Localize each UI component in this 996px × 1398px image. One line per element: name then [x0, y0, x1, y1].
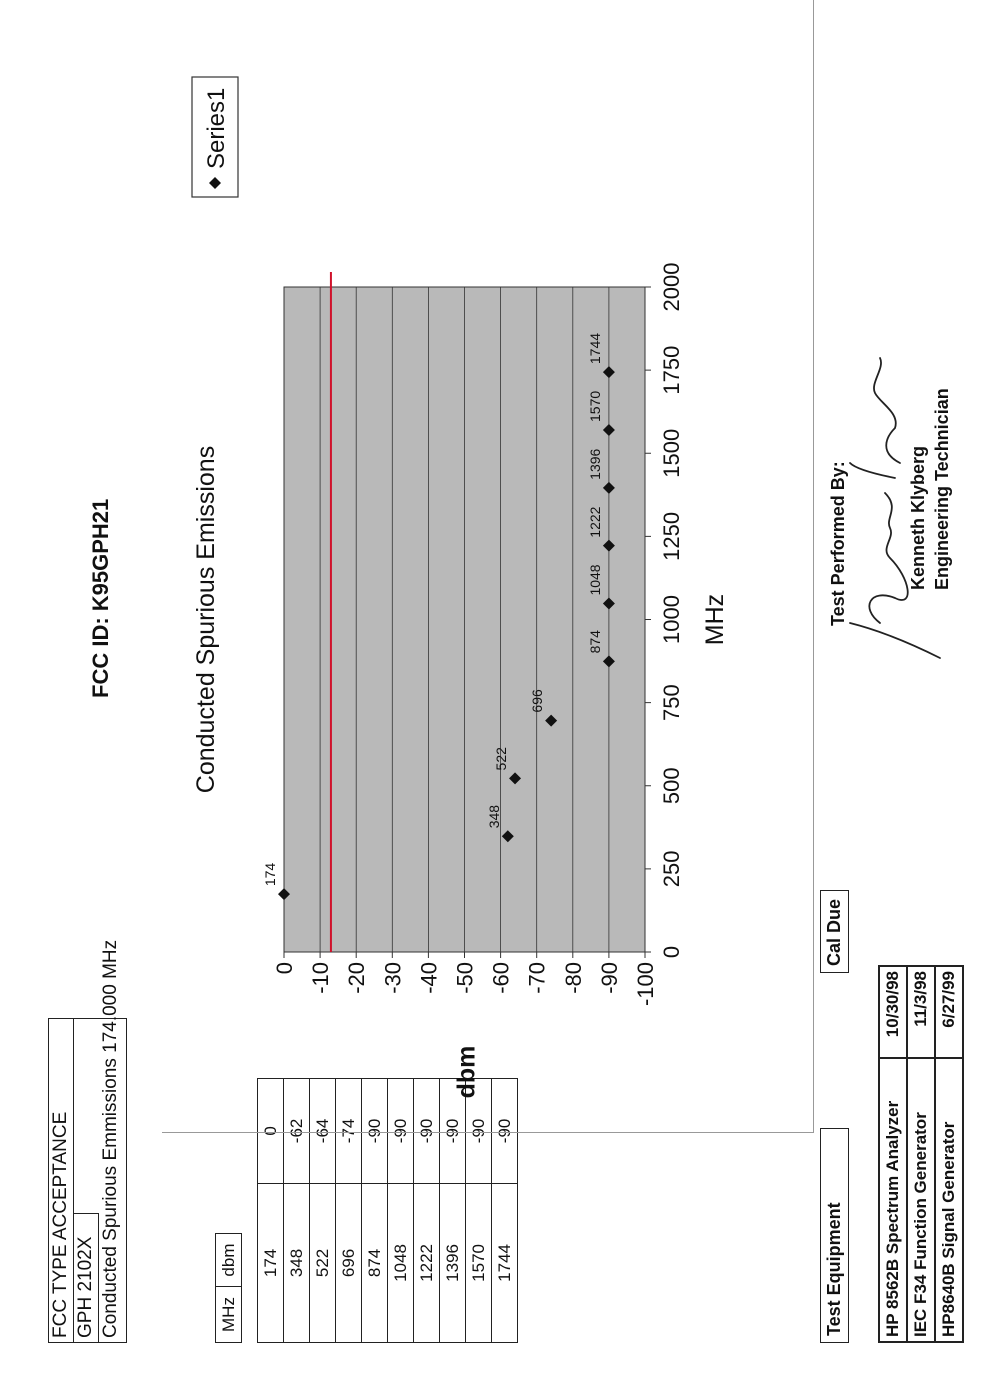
data-label: 1222	[586, 506, 603, 538]
header-line-3: Conducted Spurious Emmissions 174.000 MHz	[100, 939, 121, 1338]
chart-frame	[162, 0, 814, 1133]
x-tick-label: 500	[659, 767, 684, 805]
x-tick-label: 0	[659, 945, 684, 959]
cell-mhz: 696	[336, 1183, 362, 1342]
cell-mhz: 1744	[492, 1183, 518, 1342]
cell-mhz: 522	[310, 1183, 336, 1342]
equipment-name: HP 8562B Spectrum Analyzer	[879, 1058, 907, 1342]
cell-dbm: -90	[492, 1079, 518, 1184]
cell-dbm: -90	[388, 1079, 414, 1184]
cell-dbm: -90	[362, 1079, 388, 1184]
equipment-name: IEC F34 Function Generator	[907, 1058, 935, 1342]
cal-due-header: Cal Due	[820, 890, 849, 973]
y-tick-label: 0	[272, 962, 297, 975]
cell-mhz: 348	[284, 1183, 310, 1342]
equipment-row	[879, 966, 907, 1342]
data-table-header	[215, 1233, 242, 1343]
x-tick-label: 1000	[659, 595, 684, 644]
data-label: 348	[485, 804, 502, 829]
equipment-cal-date: 11/3/98	[907, 966, 935, 1058]
data-label: 1396	[586, 448, 603, 480]
cell-mhz: 174	[258, 1183, 284, 1342]
y-axis-title: dbm	[452, 1045, 481, 1099]
y-tick-label: -10	[308, 962, 334, 994]
x-tick-label: 1500	[659, 428, 684, 478]
chart-svg	[162, 0, 812, 1132]
signature-label: Test Performed By:	[828, 461, 848, 626]
signer-title: Engineering Technician	[932, 388, 952, 590]
equipment-name: HP8640B Signal Generator	[935, 1058, 963, 1342]
cell-dbm: -90	[414, 1079, 440, 1184]
cell-mhz: 1222	[414, 1183, 440, 1342]
y-tick-label: -30	[380, 962, 406, 994]
y-tick-label: -80	[560, 962, 586, 994]
y-tick-label: -50	[452, 962, 478, 994]
y-tick-label: -70	[524, 962, 550, 994]
header-line-1: FCC TYPE ACCEPTANCE	[49, 1019, 74, 1342]
cell-mhz: 874	[362, 1183, 388, 1342]
legend-label: Series1	[203, 87, 230, 169]
x-tick-label: 1250	[659, 511, 684, 561]
y-tick-label: -40	[416, 962, 442, 994]
cell-dbm: -64	[310, 1079, 336, 1184]
equipment-row	[907, 966, 935, 1342]
equipment-cal-date: 10/30/98	[879, 966, 907, 1058]
cell-mhz: 1570	[466, 1183, 492, 1342]
data-label: 874	[586, 630, 603, 654]
x-axis-title: MHz	[701, 593, 729, 646]
equipment-row	[935, 966, 963, 1342]
chart-title: Conducted Spurious Emissions	[192, 445, 220, 794]
equipment-table	[878, 965, 964, 1343]
cell-dbm: -62	[284, 1079, 310, 1184]
data-label: 696	[529, 689, 546, 713]
col-header-dbm: dbm	[216, 1234, 242, 1287]
x-tick-label: 250	[659, 850, 684, 888]
cell-dbm: -90	[466, 1079, 492, 1184]
signer-name: Kenneth Klyberg	[908, 445, 928, 590]
equipment-header: Test Equipment	[820, 1128, 849, 1343]
y-tick-label: -90	[596, 962, 622, 994]
x-tick-label: 2000	[659, 262, 684, 312]
data-label: 1744	[586, 332, 603, 365]
header-box	[48, 939, 127, 1343]
header-line-2: GPH 2102X	[74, 1213, 99, 1342]
cell-mhz: 1396	[440, 1183, 466, 1342]
signature-block	[820, 338, 970, 738]
cell-dbm: -74	[336, 1079, 362, 1184]
cell-dbm: -90	[440, 1079, 466, 1184]
x-tick-label: 1750	[659, 345, 684, 395]
data-label: 522	[493, 747, 510, 771]
y-tick-label: -60	[488, 962, 514, 994]
y-tick-label: -20	[344, 962, 370, 994]
x-tick-label: 750	[659, 684, 684, 721]
col-header-mhz: MHz	[216, 1287, 242, 1343]
y-tick-label: -100	[633, 962, 658, 1007]
data-label: 174	[262, 862, 278, 887]
cell-dbm: 0	[258, 1079, 284, 1184]
data-label: 1048	[586, 564, 603, 596]
fcc-id: FCC ID: K95GPH21	[88, 498, 113, 698]
equipment-cal-date: 6/27/99	[935, 966, 963, 1058]
data-label: 1570	[586, 390, 603, 422]
cell-mhz: 1048	[388, 1183, 414, 1342]
